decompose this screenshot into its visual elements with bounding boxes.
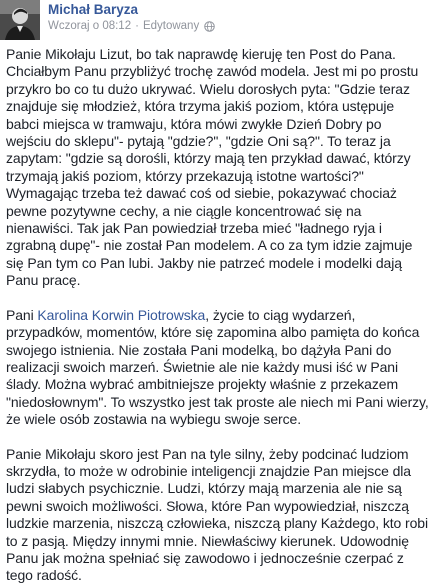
post-paragraph: Panie Mikołaju Lizut, bo tak naprawdę kieruję ten Post do Pana. Chciałbym Panu przybliżyć trochę zawód modela. Jest mi po prostu przykro bo co tu dużo ukrywać. Wielu dorosłych pyta: "Gdzie teraz znajduje się młodzież, która trzyma jakiś poziom, która ustępuje babci miejsca w tramwaju, która mówi zwykłe Dzień Dobry po wejściu do sklepu"- pytają "gdzie?", "gdzie Oni są?". To teraz ja zapytam: "gdzie są dorośli, którzy mają ten przykład dawać, którzy trzymają jakiś poziom, którzy przekazują istotne wartości?" (6, 46, 419, 184)
profile-mention-link[interactable]: Karolina Korwin Piotrowska (37, 306, 206, 323)
author-name[interactable]: Michał Baryza (48, 2, 139, 17)
post-paragraph: Wymagając trzeba też dawać coś od siebie, pokazywać chociaż pewne pozytywne cechy, a nie ciągle koncentrować się na nienawiści. Tak jak Pan powiedział trzeba mieć "ładnego ryja i zgrabną dupę"- nie został Pan modelem. A co za tym idzie zajmuje się Pan tym co Pan lubi. Jakby nie patrzeć modele i modelki dają Panu pracę. (6, 185, 413, 289)
paragraph-gap (6, 290, 430, 307)
paragraph-gap (6, 429, 430, 446)
post-header (0, 0, 434, 40)
paragraph-lead: Pani (6, 306, 38, 323)
edited-label[interactable]: Edytowany (142, 20, 200, 32)
post-body (6, 46, 430, 585)
post-paragraph (6, 307, 430, 429)
post-meta (48, 20, 215, 32)
globe-icon[interactable] (204, 21, 215, 32)
meta-separator: · (135, 20, 139, 32)
post-paragraph: Panie Mikołaju skoro jest Pan na tyle silny, żeby podcinać ludziom skrzydła, to może w odrobinie inteligencji znajdzie Pan miejsce dla ludzi słabych psychicznie. Ludzi, którzy mają marzenia ale nie są pewni swoich możliwości. Słowa, które Pan wypowiedział, niszczą ludzkie marzenia, niszczą człowieka, niszczą plany Każdego, kto robi to z pasją. Między innymi mnie. Niewłaściwy kierunek. Udowodnię Panu jak można spełniać się zawodowo i jednocześnie czerpać z tego radość. (6, 445, 428, 584)
paragraph-text: , życie to ciąg wydarzeń, przypadków, momentów, które się zapomina albo pamięta do końca swojego istnienia. Nie została Pani modelką, bo dążyła Pani do realizacji swoich marzeń. Świetnie ale nie każdy musi iść w Pani ślady. Można wybrać ambitniejsze projekty właśnie z przekazem "niedosłownym". To wszystko jest tak proste ale niech mi Pani wierzy, że wiele osób zostawia na wybiegu swoje serce. (6, 306, 429, 428)
avatar[interactable] (0, 0, 40, 40)
post-timestamp[interactable]: Wczoraj o 08:12 (48, 20, 132, 32)
profile-photo-icon (0, 0, 40, 40)
